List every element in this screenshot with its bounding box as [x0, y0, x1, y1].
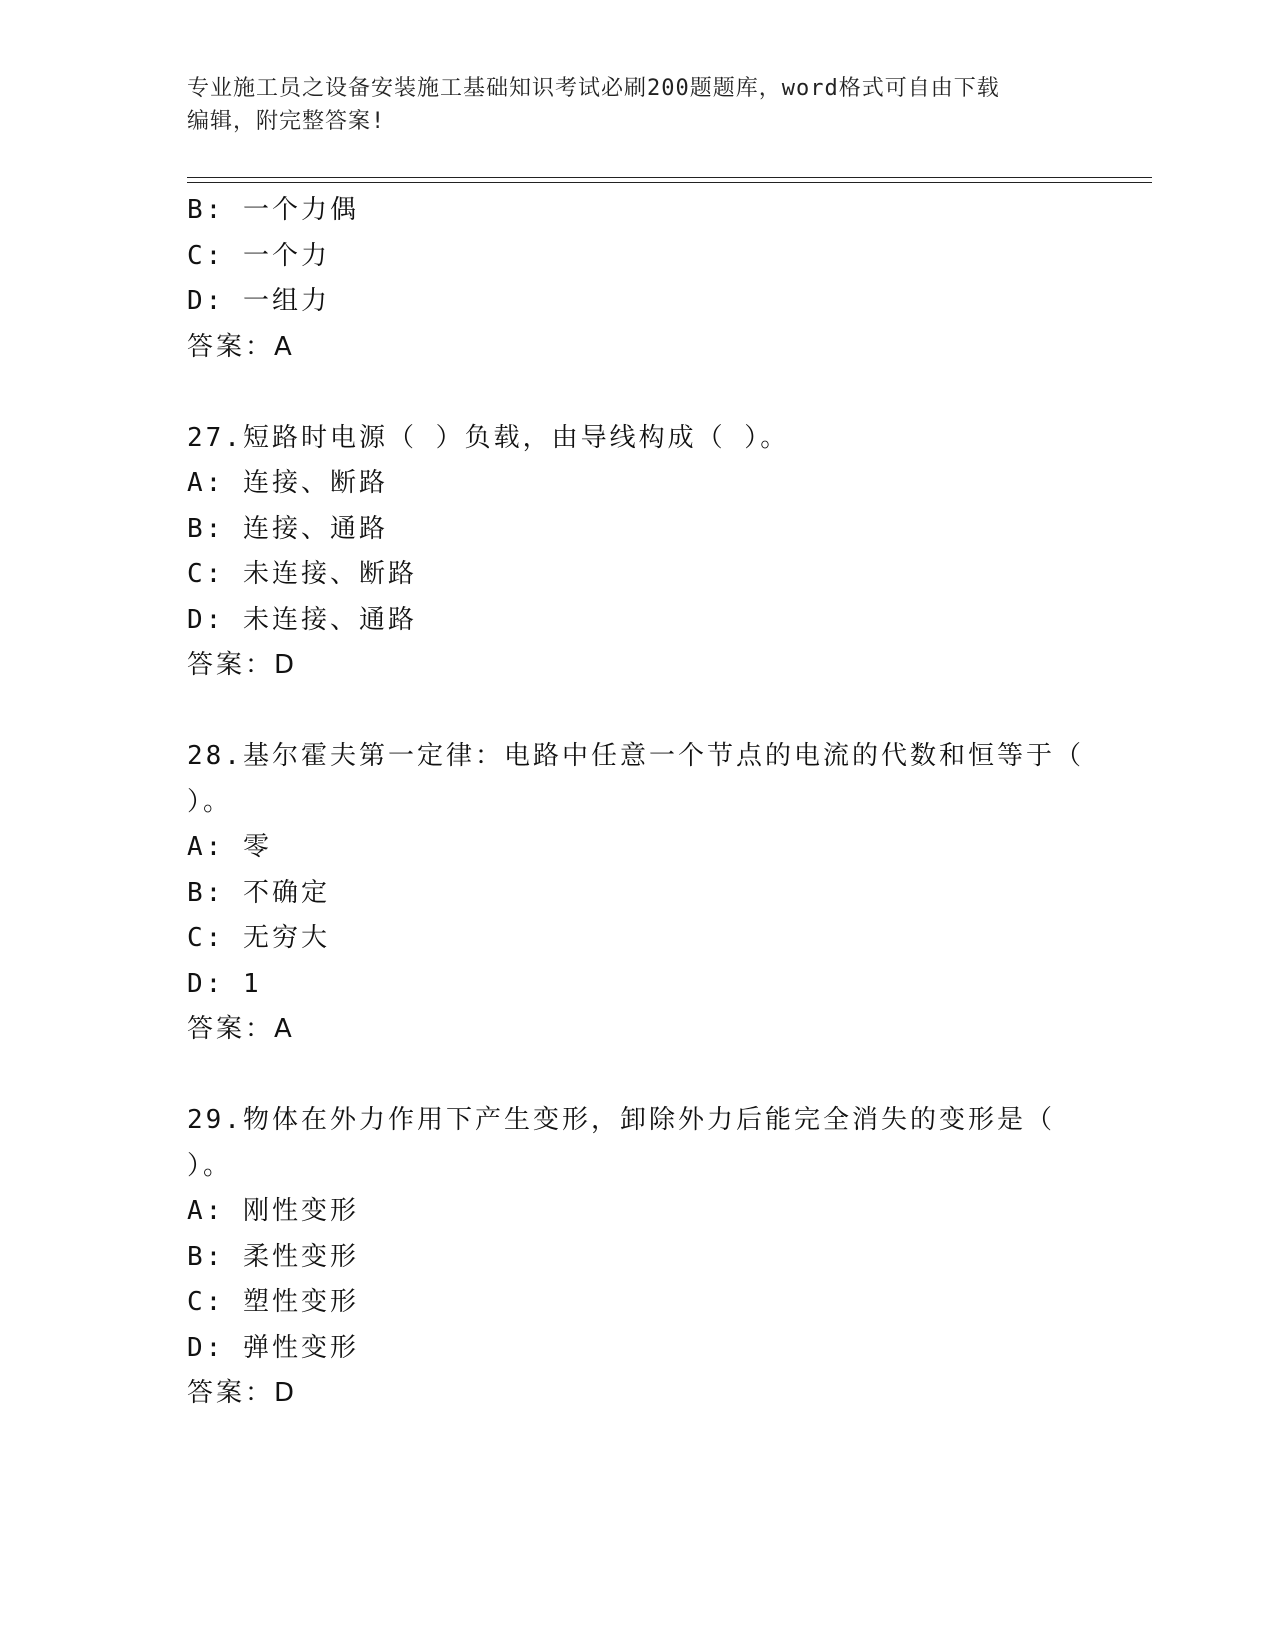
- option-b: B: 不确定: [187, 877, 330, 908]
- option-b: B: 一个力偶: [187, 195, 359, 225]
- question-stem: 27.短路时电源（ ）负载，由导线构成（ ）。: [187, 422, 790, 453]
- answer-line: 答案：D: [187, 1378, 298, 1408]
- question-26-tail: [187, 188, 1087, 370]
- document-header: [187, 72, 1087, 138]
- option-d: D: 弹性变形: [187, 1332, 359, 1363]
- document-body: [187, 188, 1087, 1417]
- option-c: C: 无穷大: [187, 923, 330, 953]
- answer-line: 答案：A: [187, 1014, 295, 1044]
- answer-line: 答案：A: [187, 331, 295, 362]
- answer-line: 答案：D: [187, 650, 298, 680]
- option-c: C: 未连接、断路: [187, 559, 417, 589]
- option-d: D: 1: [187, 968, 262, 999]
- option-b: B: 连接、通路: [187, 513, 388, 544]
- header-divider-top: [187, 177, 1152, 178]
- spacer: [187, 689, 1087, 735]
- option-d: D: 未连接、通路: [187, 604, 417, 635]
- question-stem-line1: 28.基尔霍夫第一定律：电路中任意一个节点的电流的代数和恒等于（: [187, 741, 1084, 771]
- spacer: [187, 370, 1087, 416]
- header-title-line1: 专业施工员之设备安装施工基础知识考试必刷200题题库，word格式可自由下载: [187, 76, 1000, 101]
- option-d: D: 一组力: [187, 286, 330, 316]
- option-a: A: 零: [187, 832, 272, 862]
- header-divider-bottom: [187, 182, 1152, 183]
- option-a: A: 连接、断路: [187, 468, 388, 498]
- question-stem-line2: ）。: [187, 786, 233, 817]
- option-c: C: 一个力: [187, 240, 330, 271]
- question-27: [187, 416, 1087, 689]
- option-b: B: 柔性变形: [187, 1241, 359, 1272]
- header-title-line2: 编辑，附完整答案!: [187, 109, 386, 134]
- question-29: [187, 1098, 1087, 1417]
- question-stem-line2: ）。: [187, 1150, 233, 1181]
- option-a: A: 刚性变形: [187, 1196, 359, 1226]
- spacer: [187, 1053, 1087, 1099]
- question-28: [187, 734, 1087, 1053]
- option-c: C: 塑性变形: [187, 1287, 359, 1317]
- question-stem-line1: 29.物体在外力作用下产生变形，卸除外力后能完全消失的变形是（: [187, 1105, 1055, 1135]
